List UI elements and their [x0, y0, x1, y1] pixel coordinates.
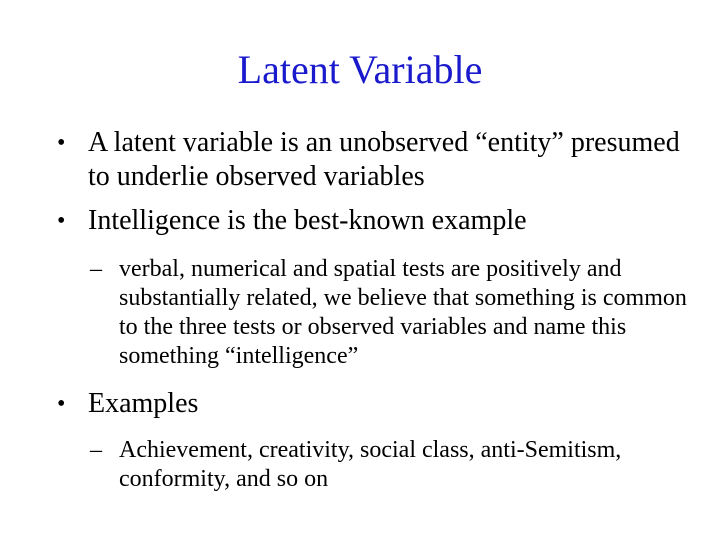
sub-bullet-marker: –	[90, 256, 102, 282]
sub-bullet-marker: –	[90, 437, 102, 463]
bullet-list	[0, 126, 720, 494]
bullet-item	[0, 126, 720, 194]
sub-bullet-item	[0, 436, 720, 494]
bullet-text: Examples	[88, 388, 199, 419]
bullet-marker: •	[57, 391, 66, 417]
bullet-marker: •	[57, 130, 66, 156]
slide-title: Latent Variable	[237, 47, 483, 92]
sub-bullet-text: Achievement, creativity, social class, anti-Semitism, conformity, and so on	[119, 437, 622, 492]
bullet-marker: •	[57, 208, 66, 234]
bullet-item	[0, 204, 720, 238]
sub-bullet-text: verbal, numerical and spatial tests are positively and substantially related, we believe that something is common to the three tests or observed variables and name this something “intelligence”	[119, 256, 687, 369]
sub-bullet-item	[0, 255, 720, 371]
bullet-text: Intelligence is the best-known example	[88, 205, 527, 236]
bullet-text: A latent variable is an unobserved “entity” presumed to underlie observed variables	[88, 127, 680, 192]
bullet-item	[0, 387, 720, 421]
